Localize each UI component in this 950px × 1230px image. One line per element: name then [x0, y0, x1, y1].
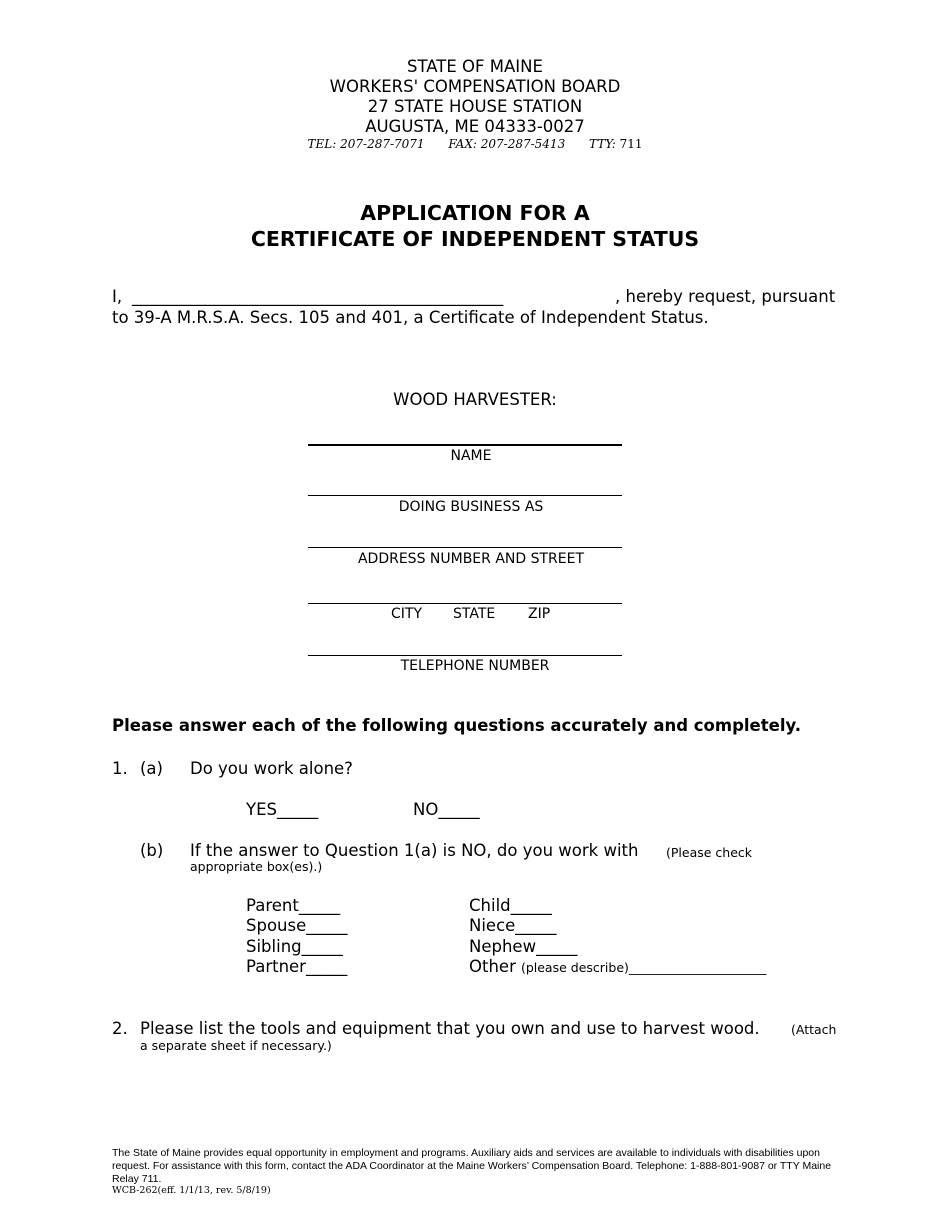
- q1a-no-option[interactable]: NO_____: [413, 800, 480, 819]
- applicant-name-blank[interactable]: _____________________________________________: [132, 287, 504, 306]
- q1a-label: (a): [140, 759, 163, 778]
- q1b-option-spouse[interactable]: Spouse_____: [246, 916, 348, 935]
- q2-number: 2.: [112, 1019, 128, 1038]
- q1b-other-note[interactable]: (please describe)______________________: [520, 960, 767, 975]
- phone-label: TELEPHONE NUMBER: [400, 658, 550, 674]
- agency-name: WORKERS' COMPENSATION BOARD: [329, 77, 621, 96]
- agency-tty-label: TTY:: [589, 137, 616, 151]
- q1a-yes-option[interactable]: YES_____: [246, 800, 319, 819]
- agency-state: STATE OF MAINE: [407, 57, 543, 76]
- q1-number: 1.: [112, 759, 128, 778]
- request-statute: to 39-A M.R.S.A. Secs. 105 and 401, a Certificate of Independent Status.: [112, 308, 709, 327]
- name-line[interactable]: [308, 444, 622, 446]
- footer-notice: The State of Maine provides equal opportunity in employment and programs. Auxiliary aids and services are available to individuals with disabilities upon request. For assistance with this form, contact the ADA Coordinator at the Maine Workers’ Compensation Board. Telephone: 1-888-801-9087 or TTY Maine Relay 711.: [112, 1147, 832, 1185]
- agency-street: 27 STATE HOUSE STATION: [367, 97, 583, 116]
- agency-fax: FAX: 207-287-5413: [448, 137, 566, 151]
- q1b-option-sibling[interactable]: Sibling_____: [246, 937, 343, 956]
- q1b-note-1: (Please check: [666, 845, 753, 860]
- q1b-option-parent[interactable]: Parent_____: [246, 896, 341, 915]
- request-prefix: I,: [112, 287, 123, 306]
- q1b-option-nephew[interactable]: Nephew_____: [469, 937, 578, 956]
- request-suffix: , hereby request, pursuant: [615, 287, 836, 306]
- dba-line[interactable]: [308, 495, 622, 496]
- q1b-text: If the answer to Question 1(a) is NO, do you work with: [190, 841, 639, 860]
- q1b-note-2: appropriate box(es).): [190, 859, 323, 874]
- q1a-text: Do you work alone?: [190, 759, 353, 778]
- form-number: WCB-262(eff. 1/1/13, rev. 5/8/19): [112, 1185, 271, 1196]
- q1b-option-other[interactable]: [469, 957, 766, 976]
- q1b-other-label: Other: [469, 957, 516, 976]
- state-label: STATE: [453, 606, 496, 622]
- agency-tty: [589, 137, 642, 151]
- agency-tel: TEL: 207-287-7071: [307, 137, 425, 151]
- q2-text: Please list the tools and equipment that you own and use to harvest wood.: [140, 1019, 760, 1038]
- agency-tty-number: 711: [619, 137, 643, 151]
- name-label: NAME: [450, 448, 492, 464]
- address-label: ADDRESS NUMBER AND STREET: [357, 551, 585, 567]
- agency-contact: [0, 137, 950, 151]
- form-title-line1: APPLICATION FOR A: [360, 201, 590, 225]
- q2-note-1: (Attach: [791, 1022, 837, 1037]
- q1b-label: (b): [140, 841, 164, 860]
- form-title-line2: CERTIFICATE OF INDEPENDENT STATUS: [250, 227, 700, 251]
- phone-line[interactable]: [308, 655, 622, 656]
- q1b-option-niece[interactable]: Niece_____: [469, 916, 557, 935]
- agency-city: AUGUSTA, ME 04333-0027: [365, 117, 585, 136]
- city-state-zip-line[interactable]: [308, 603, 622, 604]
- q2-note-2: a separate sheet if necessary.): [140, 1038, 332, 1053]
- q1b-option-partner[interactable]: Partner_____: [246, 957, 348, 976]
- harvester-heading: WOOD HARVESTER:: [393, 390, 557, 409]
- zip-label: ZIP: [528, 606, 551, 622]
- city-label: CITY: [391, 606, 423, 622]
- instructions: Please answer each of the following questions accurately and completely.: [112, 716, 801, 735]
- address-line[interactable]: [308, 547, 622, 548]
- q1b-option-child[interactable]: Child_____: [469, 896, 552, 915]
- dba-label: DOING BUSINESS AS: [398, 499, 544, 515]
